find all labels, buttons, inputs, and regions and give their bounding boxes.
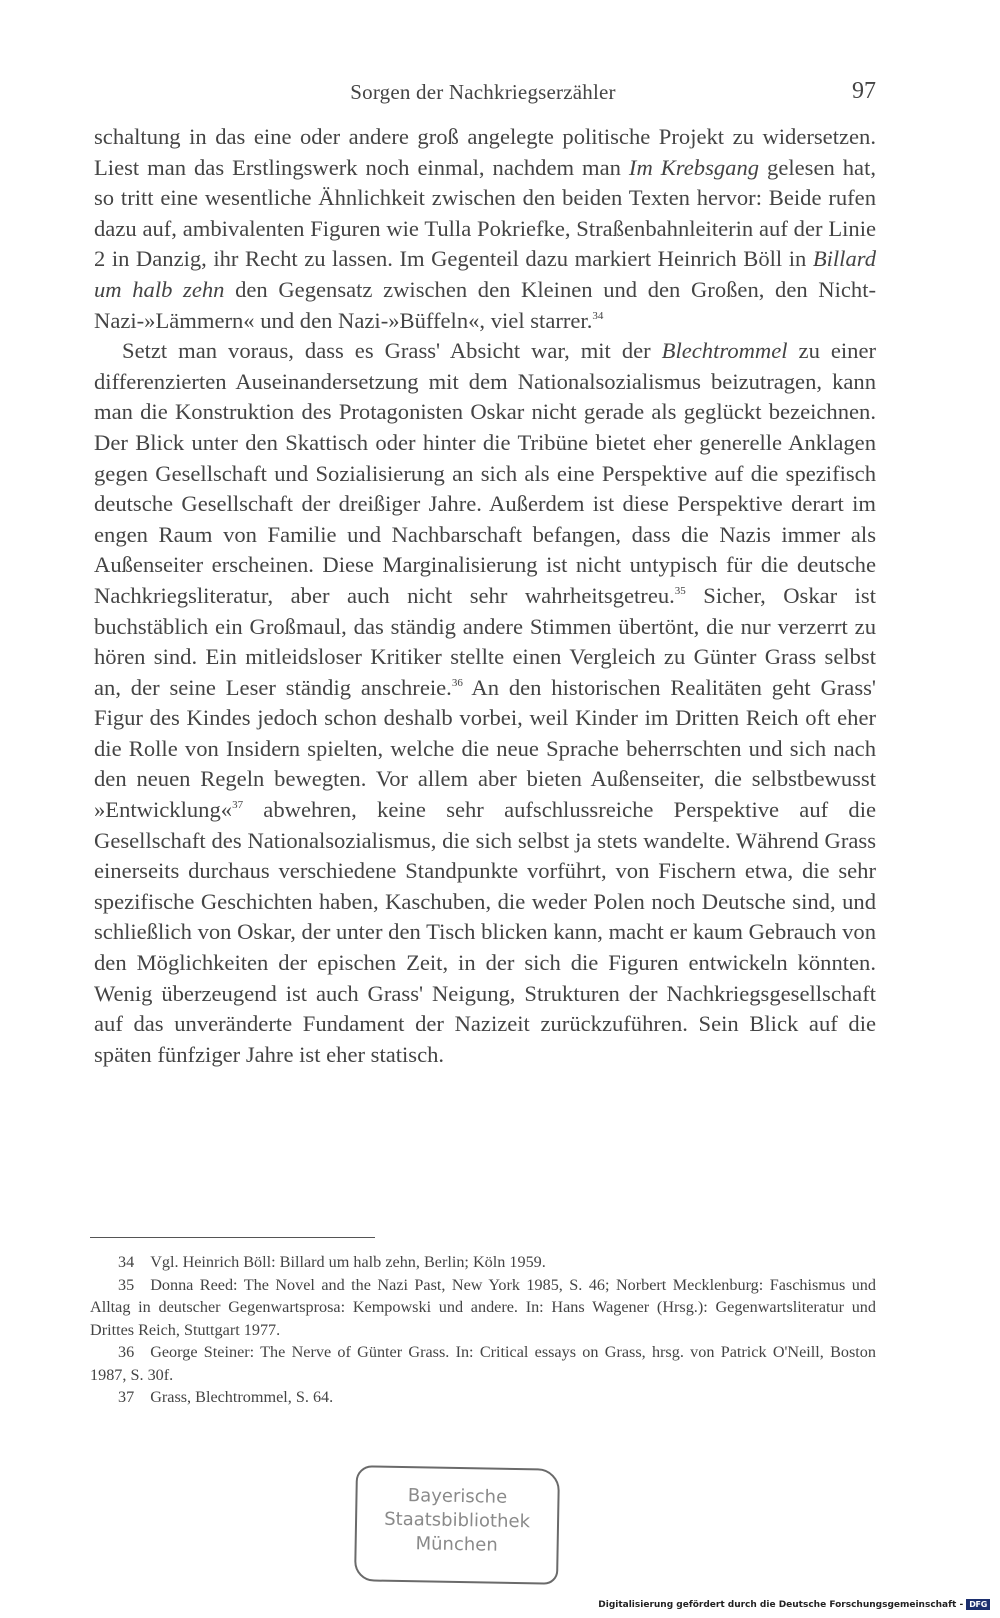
stamp-line: München [415,1533,498,1556]
footnote-number: 35 [118,1275,135,1294]
book-title: Billard um halb zehn [94,246,876,302]
footnote [90,1386,876,1409]
text-run: gelesen hat, so tritt eine wesentliche Ähnlichkeit zwischen den beiden Texten hervor: Beide rufen dazu auf, ambivalenten Figuren wie Tulla Pokriefke, Straßenbahnleiterin auf der Linie 2 in Danzig, ihr Recht zu lassen. Im Gegenteil dazu markiert Heinrich Böll in [94,154,876,272]
main-text [94,122,876,1070]
footnote-text: Donna Reed: The Novel and the Nazi Past, New York 1985, S. 46; Norbert Mecklenburg: Faschismus und Alltag in deutscher Gegenwartsprosa: Kempowski und andere. In: Hans Wagener (Hrsg.): Gegenwartsliteratur und Drittes Reich, Stuttgart 1977. [90,1275,876,1339]
text-run: den Gegensatz zwischen den Kleinen und den Großen, den Nicht-Nazi-»Lämmern« und den Nazi-»Büffeln«, viel starrer. [94,276,876,333]
footnote-ref: 37 [232,799,244,812]
stamp-line: Staatsbibliothek [384,1508,531,1533]
running-header [90,80,876,112]
library-stamp [354,1465,560,1585]
footnote-ref: 34 [592,309,604,322]
paragraph-2 [94,336,876,1070]
footnote-text: Vgl. Heinrich Böll: Billard um halb zehn, Berlin; Köln 1959. [150,1253,546,1271]
text-run: zu einer differenzierten Auseinandersetzung mit dem Nationalsozialismus beizutragen, kann man die Konstruktion des Protagonisten Oskar nicht gerade als geglückt bezeichnen. Der Blick unter den Skattisch oder hinter die Tribüne bietet eher generelle Anklagen gegen Gesellschaft und Sozialisierung an sich als eine Perspektive auf die spezifisch deutsche Gesellschaft der dreißiger Jahre. Außerdem ist diese Perspektive derart im engen Raum von Familie und Nachbarschaft befangen, dass die Nazis immer als Außenseiter erscheinen. Diese Marginalisierung ist nicht untypisch für die deutsche Nachkriegsliteratur, aber auch nicht sehr wahrheitsgetreu. [94,338,877,608]
footnote-ref: 36 [451,676,463,689]
paragraph-1 [94,122,876,336]
stamp-line: Bayerische [407,1485,508,1508]
text-run: abwehren, keine sehr aufschlussreiche Perspektive auf die Gesellschaft des Nationalsozialismus, die sich selbst ja stets wandelte. Während Grass einerseits durchaus verschiedene Standpunkte vorführt, von Fischern etwa, die sehr spezifische Geschichten haben, Kaschuben, die weder Polen noch Deutsche sind, und schließlich von Oskar, der unter den Tisch blicken kann, macht er kaum Gebrauch von den Möglichkeiten der epischen Zeit, in der sich die Figuren entwickeln könnten. Wenig überzeugend ist auch Grass' Neigung, Strukturen der Nachkriegsgesellschaft auf das unveränderte Fundament der Nazizeit zurückzuführen. Sein Blick auf die späten fünfziger Jahre ist eher statisch. [94,797,876,1067]
text-run: schaltung in das eine oder andere groß angelegte politische Projekt zu widersetzen. Liest man das Erstlingswerk noch einmal, nachdem man [94,124,876,180]
text-run: Setzt man voraus, dass es Grass' Absicht war, mit der [122,338,662,364]
footnote-text: Grass, Blechtrommel, S. 64. [150,1388,334,1406]
book-title: Im Krebsgang [628,154,760,180]
footnote-ref: 35 [674,584,686,597]
footnotes [90,1251,876,1409]
footnote [90,1251,876,1274]
text-run: Sicher, Oskar ist buchstäblich ein Großmaul, das ständig andere Stimmen übertönt, die nur verzerrt zu hören sind. Ein mitleidsloser Kritiker stellte einen Vergleich zu Günter Grass selbst an, der seine Leser ständig anschreie. [94,582,876,700]
credit-text: Digitalisierung gefördert durch die Deutsche Forschungsgemeinschaft - [598,1599,964,1610]
footnote-number: 36 [118,1343,135,1361]
page-number: 97 [852,78,876,104]
dfg-logo: DFG [966,1599,990,1610]
text-run: An den historischen Realitäten geht Grass' Figur des Kindes jedoch schon deshalb vorbei, weil Kinder im Dritten Reich oft eher die Rolle von Insidern spielten, welche die neue Sprache beherrschten und sich nach den neuen Regeln bewegten. Vor allem aber bieten Außenseiter, die selbstbewusst »Entwicklung« [94,674,876,823]
book-title: Blechtrommel [661,338,788,364]
running-title: Sorgen der Nachkriegserzähler [350,80,616,104]
footnote [90,1341,876,1386]
footnote [90,1274,876,1342]
footnote-number: 34 [118,1253,135,1271]
footnote-number: 37 [118,1388,135,1406]
footnote-text: George Steiner: The Nerve of Günter Grass. In: Critical essays on Grass, hrsg. von Patrick O'Neill, Boston 1987, S. 30f. [90,1343,876,1384]
footnote-separator [90,1237,375,1238]
digitization-credit [598,1599,990,1610]
